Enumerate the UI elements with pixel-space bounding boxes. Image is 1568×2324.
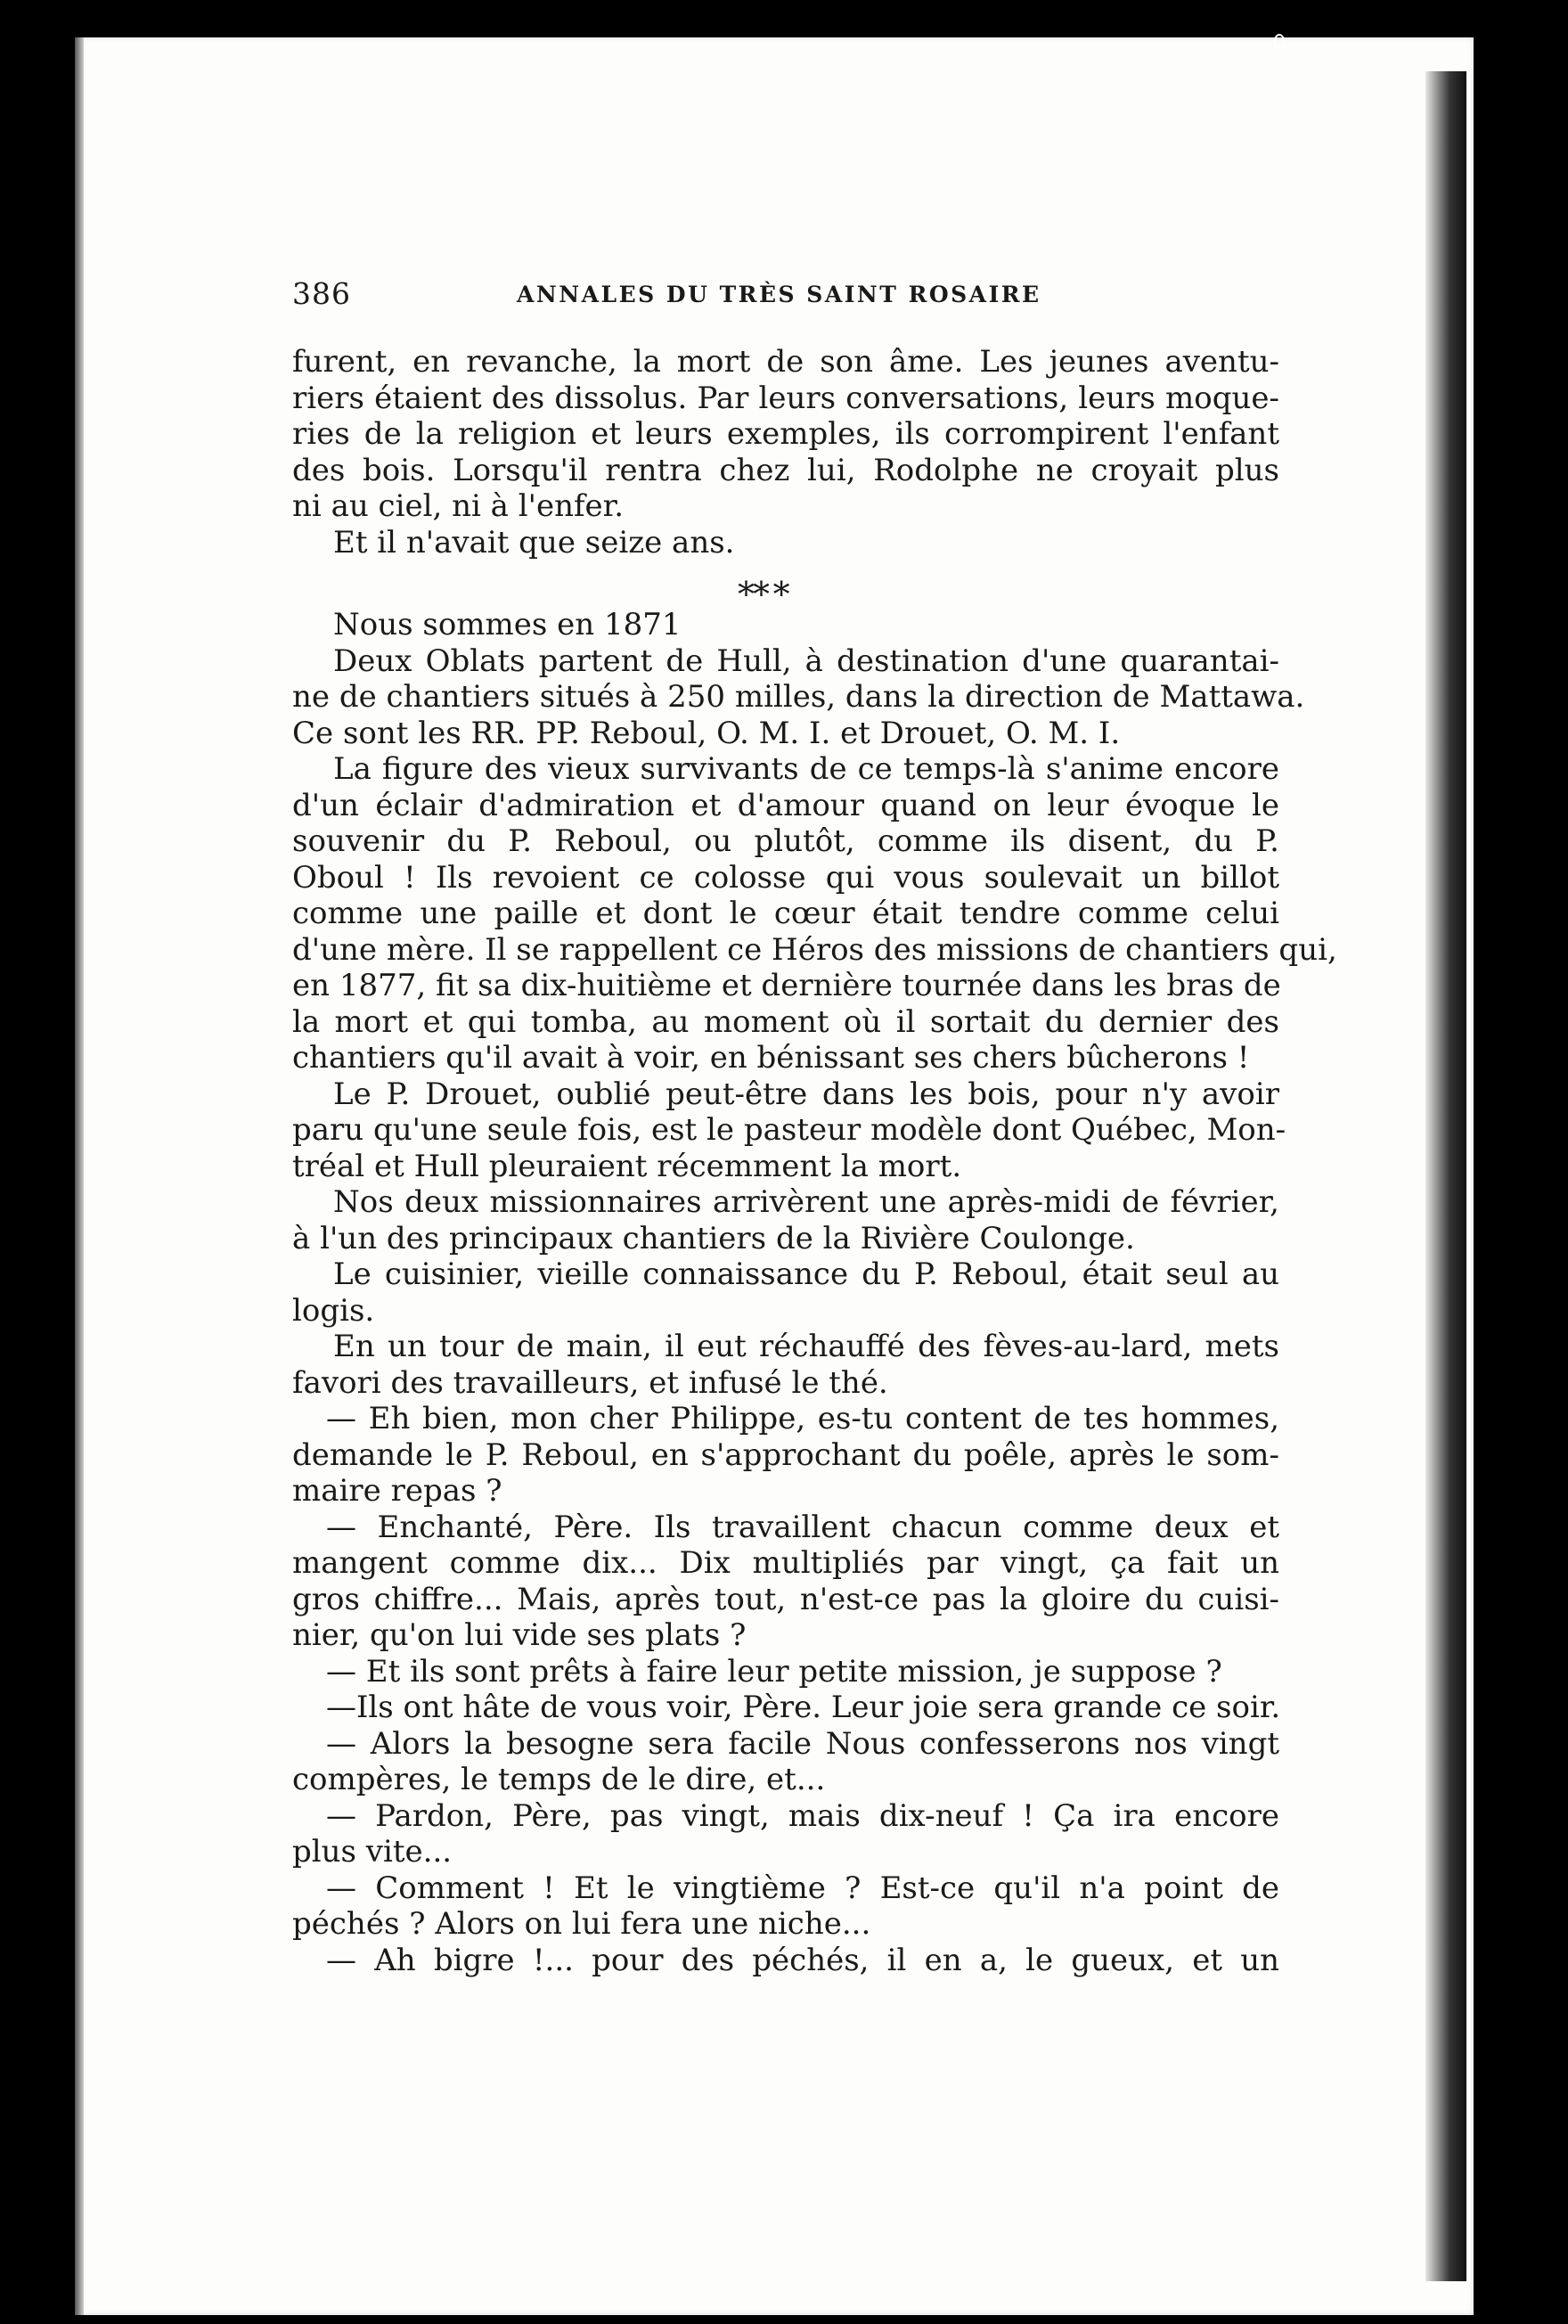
text-line: des bois. Lorsqu'il rentra chez lui, Rodolphe ne croyait plus xyxy=(292,452,1279,488)
text-line: demande le P. Reboul, en s'approchant du poêle, après le som- xyxy=(292,1436,1279,1473)
text-line: — Enchanté, Père. Ils travaillent chacun comme deux et xyxy=(326,1509,1279,1545)
text-line: en 1877, fit sa dix-huitième et dernière tournée dans les bras de xyxy=(292,968,1281,1003)
text-line: Le P. Drouet, oublié peut-être dans les bois, pour n'y avoir xyxy=(333,1076,1279,1112)
text-line: maire repas ? xyxy=(292,1473,502,1509)
text-line: Et il n'avait que seize ans. xyxy=(333,524,735,561)
text-line: — Alors la besogne sera facile Nous confesserons nos vingt xyxy=(326,1725,1279,1762)
text-line: comme une paille et dont le cœur était tendre comme celui xyxy=(292,896,1279,931)
text-line: paru qu'une seule fois, est le pasteur modèle dont Québec, Mon- xyxy=(292,1112,1286,1148)
text-line: souvenir du P. Reboul, ou plutôt, comme ils disent, du P. xyxy=(292,823,1279,859)
text-line: Le cuisinier, vieille connaissance du P. Reboul, était seul au xyxy=(333,1256,1279,1292)
scan-speck xyxy=(1274,34,1285,48)
text-body xyxy=(292,344,1337,1978)
page-number: 386 xyxy=(292,276,351,311)
text-line: —Ils ont hâte de vous voir, Père. Leur joie sera grande ce soir. xyxy=(326,1690,1281,1725)
text-line: ni au ciel, ni à l'enfer. xyxy=(292,488,625,524)
page-content xyxy=(292,267,1337,1978)
text-line: — Ah bigre !... pour des péchés, il en a, le gueux, et un xyxy=(326,1942,1279,1978)
text-line: compères, le temps de le dire, et... xyxy=(292,1762,826,1797)
text-line: — Et ils sont prêts à faire leur petite mission, je suppose ? xyxy=(326,1653,1222,1690)
text-line: Nos deux missionnaires arrivèrent une après-midi de février, xyxy=(333,1184,1279,1220)
text-line: mangent comme dix... Dix multipliés par vingt, ça fait un xyxy=(292,1545,1279,1581)
text-line: d'une mère. Il se rappellent ce Héros des missions de chantiers qui, xyxy=(292,931,1337,968)
text-line: Ce sont les RR. PP. Reboul, O. M. I. et Drouet, O. M. I. xyxy=(292,715,1121,751)
running-title: ANNALES DU TRÈS SAINT ROSAIRE xyxy=(517,282,1041,307)
text-line: — Pardon, Père, pas vingt, mais dix-neuf ! Ça ira encore xyxy=(326,1797,1279,1834)
page-left-edge xyxy=(75,37,84,2315)
section-break-asterism xyxy=(292,561,1279,614)
text-line: gros chiffre... Mais, après tout, n'est-ce pas la gloire du cuisi- xyxy=(292,1581,1279,1617)
text-line: En un tour de main, il eut réchauffé des fèves-au-lard, mets xyxy=(333,1329,1279,1364)
text-line: à l'un des principaux chantiers de la Rivière Coulonge. xyxy=(292,1220,1135,1256)
text-line: nier, qu'on lui vide ses plats ? xyxy=(292,1617,747,1653)
text-line: péchés ? Alors on lui fera une niche... xyxy=(292,1906,871,1942)
text-line: — Eh bien, mon cher Philippe, es-tu content de tes hommes, xyxy=(326,1401,1279,1436)
text-line: d'un éclair d'admiration et d'amour quand on leur évoque le xyxy=(292,787,1279,823)
text-line: — Comment ! Et le vingtième ? Est-ce qu'il n'a point de xyxy=(326,1870,1279,1906)
asterism-glyph: ** * xyxy=(738,575,788,614)
text-line: Nous sommes en 1871 xyxy=(333,607,682,642)
text-line: la mort et qui tomba, au moment où il sortait du dernier des xyxy=(292,1003,1279,1040)
text-line: furent, en revanche, la mort de son âme. Les jeunes aventu- xyxy=(292,344,1279,380)
text-line: ne de chantiers situés à 250 milles, dans la direction de Mattawa. xyxy=(292,679,1305,715)
book-spine-edge xyxy=(1425,71,1466,2281)
text-line: Oboul ! Ils revoient ce colosse qui vous soulevait un billot xyxy=(292,859,1279,896)
text-line: logis. xyxy=(292,1292,375,1329)
text-line: favori des travailleurs, et infusé le thé. xyxy=(292,1364,888,1401)
text-line: La figure des vieux survivants de ce temps-là s'anime encore xyxy=(333,751,1279,787)
text-line: Deux Oblats partent de Hull, à destination d'une quarantai- xyxy=(333,642,1279,679)
text-line: chantiers qu'il avait à voir, en bénissant ses chers bûcherons ! xyxy=(292,1040,1250,1076)
text-line: tréal et Hull pleuraient récemment la mort. xyxy=(292,1148,962,1184)
text-line: plus vite... xyxy=(292,1834,453,1870)
text-line: riers étaient des dissolus. Par leurs conversations, leurs moque- xyxy=(292,380,1279,416)
running-header xyxy=(292,267,1279,321)
text-line: ries de la religion et leurs exemples, ils corrompirent l'enfant xyxy=(292,416,1279,452)
